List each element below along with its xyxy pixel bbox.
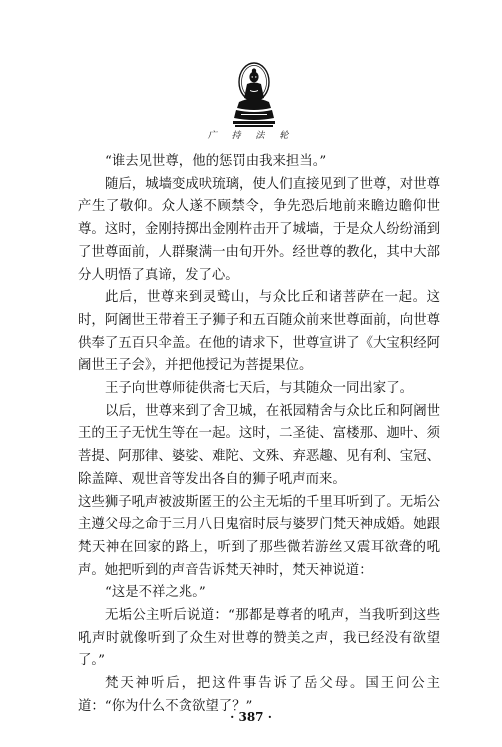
seated-buddha-icon <box>231 62 277 128</box>
paragraph: 此后，世尊来到灵鹫山，与众比丘和诸菩萨在一起。这时，阿阇世王带着王子狮子和五百随众前来世尊面前，向世尊供奉了五百只伞盖。在他的请求下，世尊宣讲了《大宝积经阿阇世王子会》，并把他授记为菩提果位。 <box>78 290 440 374</box>
paragraph: 梵天神听后，把这件事告诉了岳父母。国王问公主道：“你为什么不贪欲望了？” <box>78 676 440 714</box>
body-text <box>78 151 440 719</box>
page-number: · 387 · <box>230 710 272 724</box>
paragraph: “这是不祥之兆。” <box>105 585 206 601</box>
paragraph: 王子向世尊师徒供斋七天后，与其随众一同出家了。 <box>105 381 413 397</box>
emblem-caption: 广 持 法 轮 <box>207 131 295 141</box>
paragraph: 以后，世尊来到了舍卫城，在祇园精舍与众比丘和阿阇世王的王子无忧生等在一起。这时，二圣徒、富楼那、迦叶、须菩提、阿那律、婆娑、难陀、文殊、弃恶趣、见有利、宝冠、除盖障、观世音等发出各自的狮子吼声而来。 <box>78 403 440 487</box>
paragraph: 随后，城墙变成吠琉璃，使人们直接见到了世尊，对世尊产生了敬仰。众人遂不顾禁令，争先恐后地前来瞻边瞻仰世尊。这时，金刚持掷出金刚杵击开了城墙，于是众人纷纷涌到了世尊面前，人群聚满一由旬开外。经世尊的教化，其中大部分人明悟了真谛，发了心。 <box>78 176 440 283</box>
paragraph: 无垢公主听后说道：“那都是尊者的吼声，当我听到这些吼声时就像听到了众生对世尊的赞美之声，我已经没有欲望了。” <box>78 608 440 669</box>
paragraph: “谁去见世尊，他的惩罚由我来担当。” <box>105 154 327 169</box>
paragraph: 这些狮子吼声被波斯匿王的公主无垢的千里耳听到了。无垢公主遵父母之命于三月八日鬼宿时辰与婆罗门梵天神成婚。她跟梵天神在回家的路上，听到了那些微若游丝又震耳欲聋的吼声。她把听到的声音告诉梵天神时，梵天神说道： <box>78 494 440 578</box>
